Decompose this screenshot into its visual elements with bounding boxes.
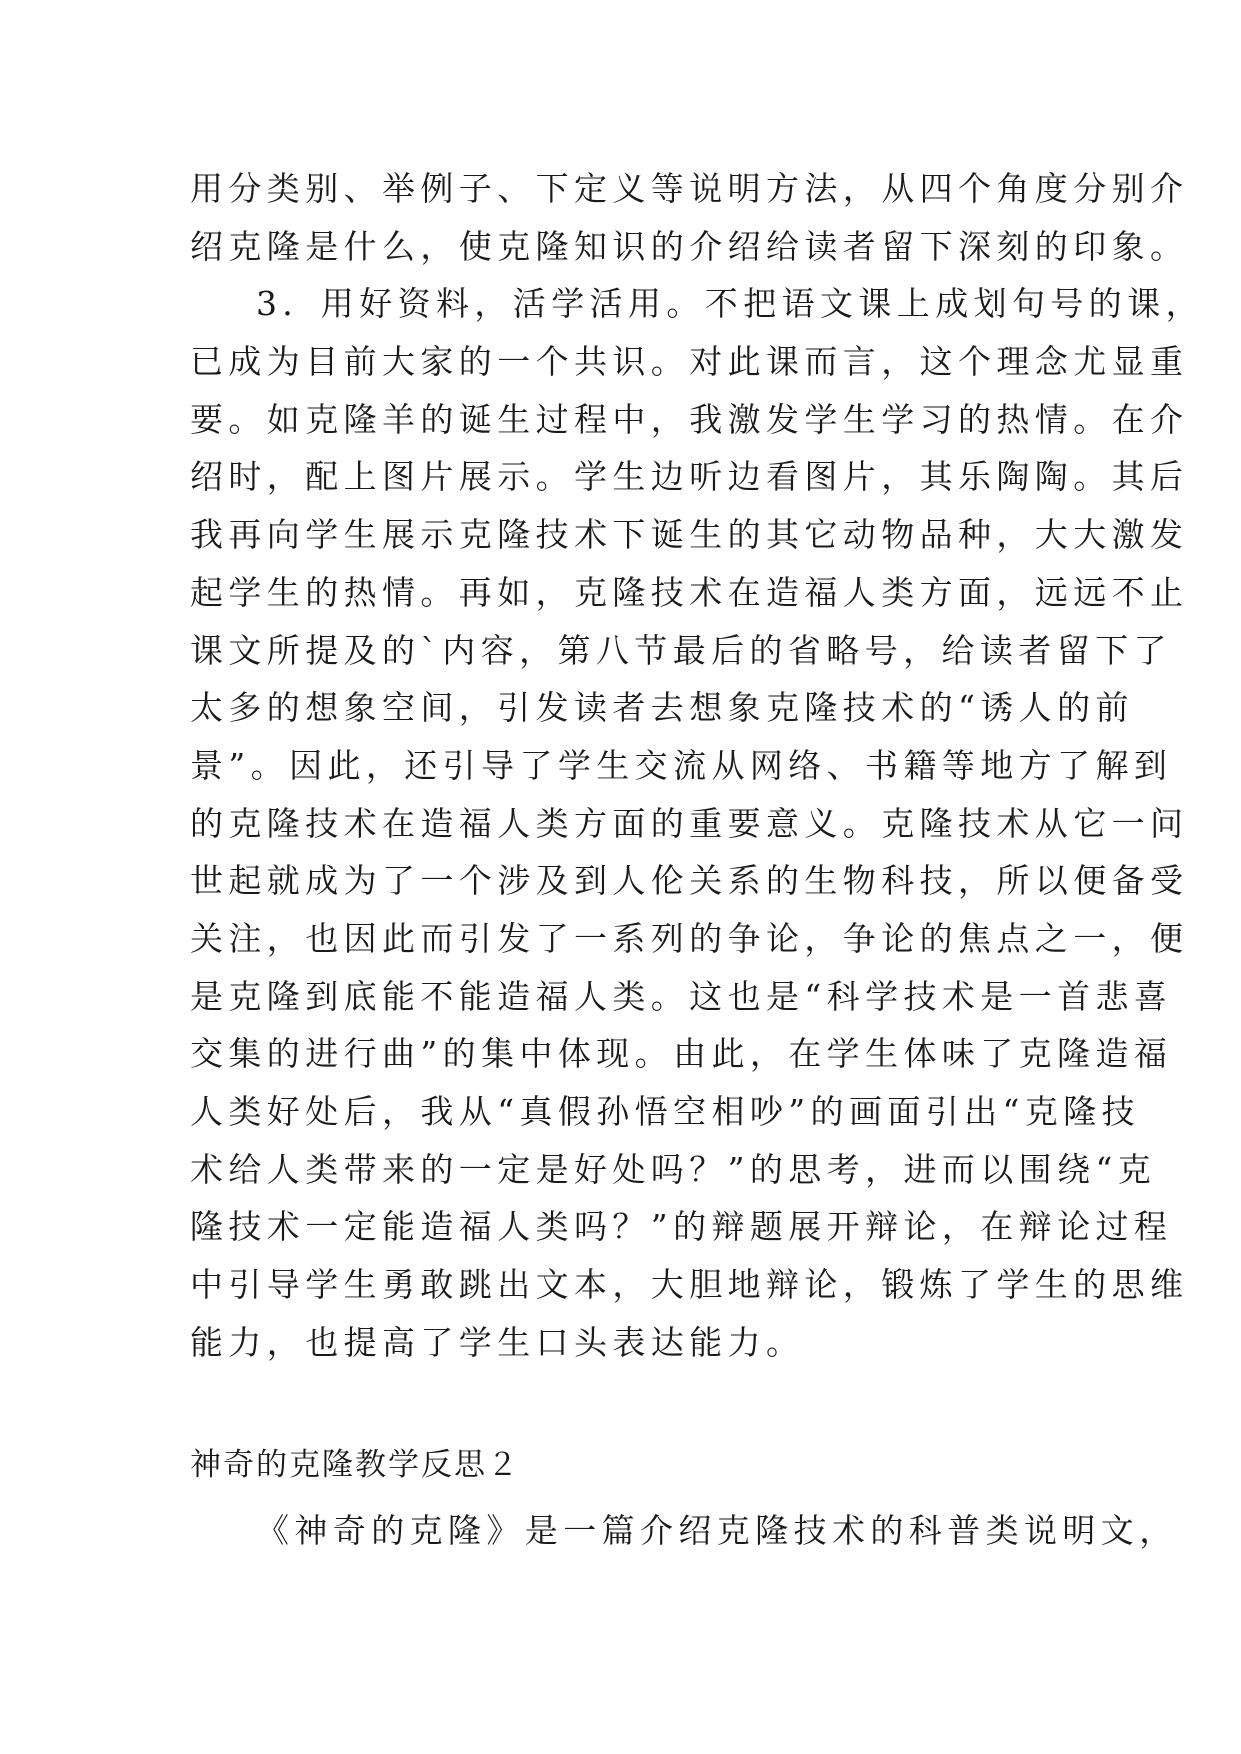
paragraph-start-line: 3．用好资料，活学活用。不把语文课上成划句号的课， [256, 284, 1204, 324]
text-line: 的克隆技术在造福人类方面的重要意义。克隆技术从它一问 [190, 803, 1189, 843]
text-line: 我再向学生展示克隆技术下诞生的其它动物品种，大大激发 [190, 515, 1189, 555]
paragraph-start-line: 《神奇的克隆》是一篇介绍克隆技术的科普类说明文， [256, 1511, 1178, 1550]
body-text [190, 160, 1204, 1371]
section-heading: 神奇的克隆教学反思２ [190, 1447, 520, 1483]
text-line: 人类好处后，我从“真假孙悟空相吵”的画面引出“克隆技 [190, 1092, 1141, 1131]
text-line: 起学生的热情。再如，克隆技术在造福人类方面，远远不止 [190, 572, 1189, 612]
text-line: 绍克隆是什么，使克隆知识的介绍给读者留下深刻的印象。 [190, 226, 1189, 266]
text-line: 用分类别、举例子、下定义等说明方法，从四个角度分别介 [190, 169, 1189, 208]
text-line: 是克隆到底能不能造福人类。这也是“科学技术是一首悲喜 [190, 976, 1173, 1016]
text-line: 要。如克隆羊的诞生过程中，我激发学生学习的热情。在介 [190, 399, 1189, 439]
text-line: 隆技术一定能造福人类吗？”的辩题展开辩论，在辩论过程 [190, 1207, 1173, 1247]
text-line: 绍时，配上图片展示。学生边听边看图片，其乐陶陶。其后 [190, 457, 1189, 497]
text-line: 交集的进行曲”的集中体现。由此，在学生体味了克隆造福 [190, 1034, 1173, 1074]
text-line: 世起就成为了一个涉及到人伦关系的生物科技，所以便备受 [190, 861, 1189, 901]
text-line: 术给人类带来的一定是好处吗？”的思考，进而以围绕“克 [190, 1149, 1157, 1189]
text-line: 景”。因此，还引导了学生交流从网络、书籍等地方了解到 [190, 745, 1173, 785]
text-line: 关注，也因此而引发了一系列的争论，争论的焦点之一，便 [190, 918, 1189, 958]
text-line: 太多的想象空间，引发读者去想象克隆技术的“诱人的前 [190, 688, 1134, 728]
text-line: 能力，也提高了学生口头表达能力。 [190, 1322, 805, 1362]
text-line: 课文所提及的`内容，第八节最后的省略号，给读者留下了 [190, 630, 1172, 670]
text-line: 已成为目前大家的一个共识。对此课而言，这个理念尤显重 [190, 342, 1189, 382]
text-line: 中引导学生勇敢跳出文本，大胆地辩论，锻炼了学生的思维 [190, 1265, 1189, 1305]
